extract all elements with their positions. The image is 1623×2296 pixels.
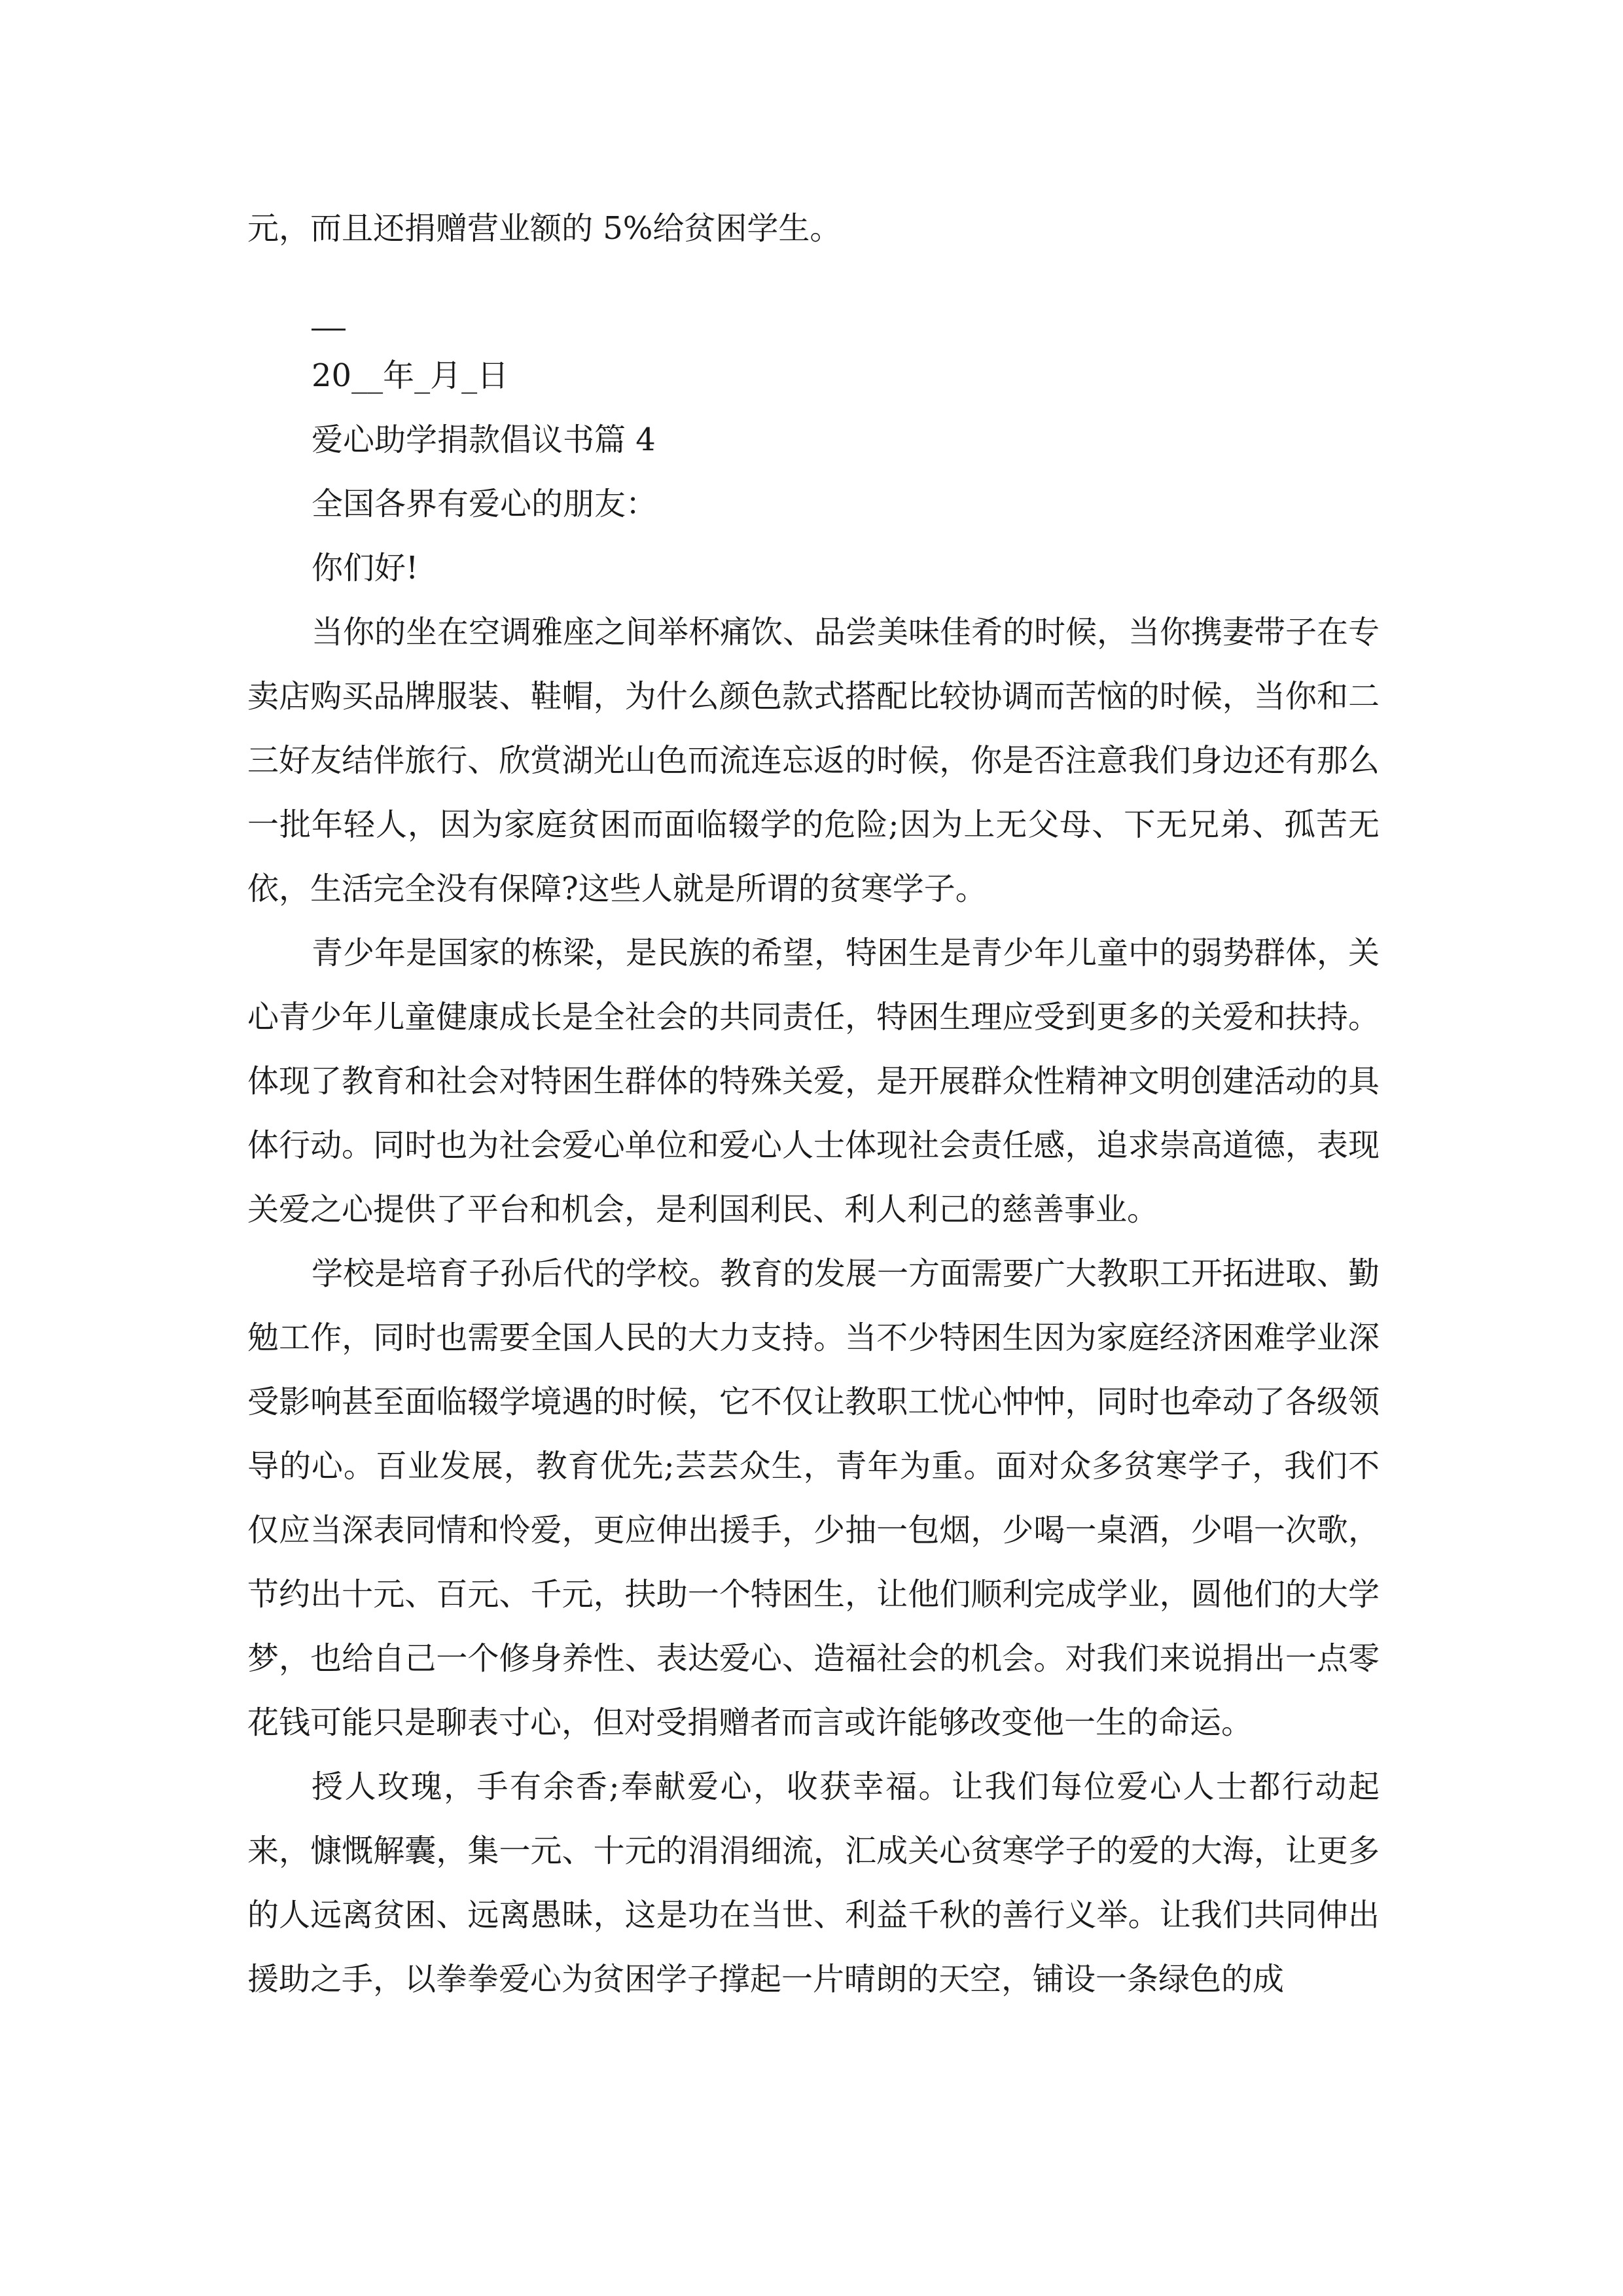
separator-dash	[312, 329, 346, 331]
continuation-line: 元，而且还捐赠营业额的 5%给贫困学生。	[247, 210, 842, 247]
paragraph-3: 学校是培育子孙后代的学校。教育的发展一方面需要广大教职工开拓进取、勤勉工作，同时也需要全国人民的大力支持。当不少特困生因为家庭经济困难学业深受影响甚至面临辍学境遇的时候，它不仅让教职工忧心忡忡，同时也牵动了各级领导的心。百业发展，教育优先;芸芸众生，青年为重。面对众多贫寒学子，我们不仅应当深表同情和怜爱，更应伸出援手，少抽一包烟，少喝一桌酒，少唱一次歌，节约出十元、百元、千元，扶助一个特困生，让他们顺利完成学业，圆他们的大学梦，也给自己一个修身养性、表达爱心、造福社会的机会。对我们来说捐出一点零花钱可能只是聊表寸心，但对受捐赠者而言或许能够改变他一生的命运。	[247, 1255, 1380, 1741]
section-title: 爱心助学捐款倡议书篇 4	[312, 422, 656, 458]
paragraph-2: 青少年是国家的栋梁，是民族的希望，特困生是青少年儿童中的弱势群体，关心青少年儿童健康成长是全社会的共同责任，特困生理应受到更多的关爱和扶持。体现了教育和社会对特困生群体的特殊关爱，是开展群众性精神文明创建活动的具体行动。同时也为社会爱心单位和爱心人士体现社会责任感，追求崇高道德，表现关爱之心提供了平台和机会，是利国利民、利人利己的慈善事业。	[247, 935, 1380, 1228]
salutation: 全国各界有爱心的朋友：	[312, 486, 658, 522]
greeting: 你们好!	[312, 550, 419, 586]
paragraph-4: 授人玫瑰，手有余香;奉献爱心，收获幸福。让我们每位爱心人士都行动起来，慷慨解囊，集一元、十元的涓涓细流，汇成关心贫寒学子的爱的大海，让更多的人远离贫困、远离愚昧，这是功在当世、利益千秋的善行义举。让我们共同伸出援助之手，以拳拳爱心为贫困学子撑起一片晴朗的天空，铺设一条绿色的成	[247, 1768, 1380, 1998]
document-body	[247, 196, 1380, 2011]
paragraph-1: 当你的坐在空调雅座之间举杯痛饮、品尝美味佳肴的时候，当你携妻带子在专卖店购买品牌服装、鞋帽，为什么颜色款式搭配比较协调而苦恼的时候，当你和二三好友结伴旅行、欣赏湖光山色而流连忘返的时候，你是否注意我们身边还有那么一批年轻人，因为家庭贫困而面临辍学的危险;因为上无父母、下无兄弟、孤苦无依，生活完全没有保障?这些人就是所谓的贫寒学子。	[247, 614, 1380, 907]
date-line: 20__年_月_日	[312, 357, 509, 394]
